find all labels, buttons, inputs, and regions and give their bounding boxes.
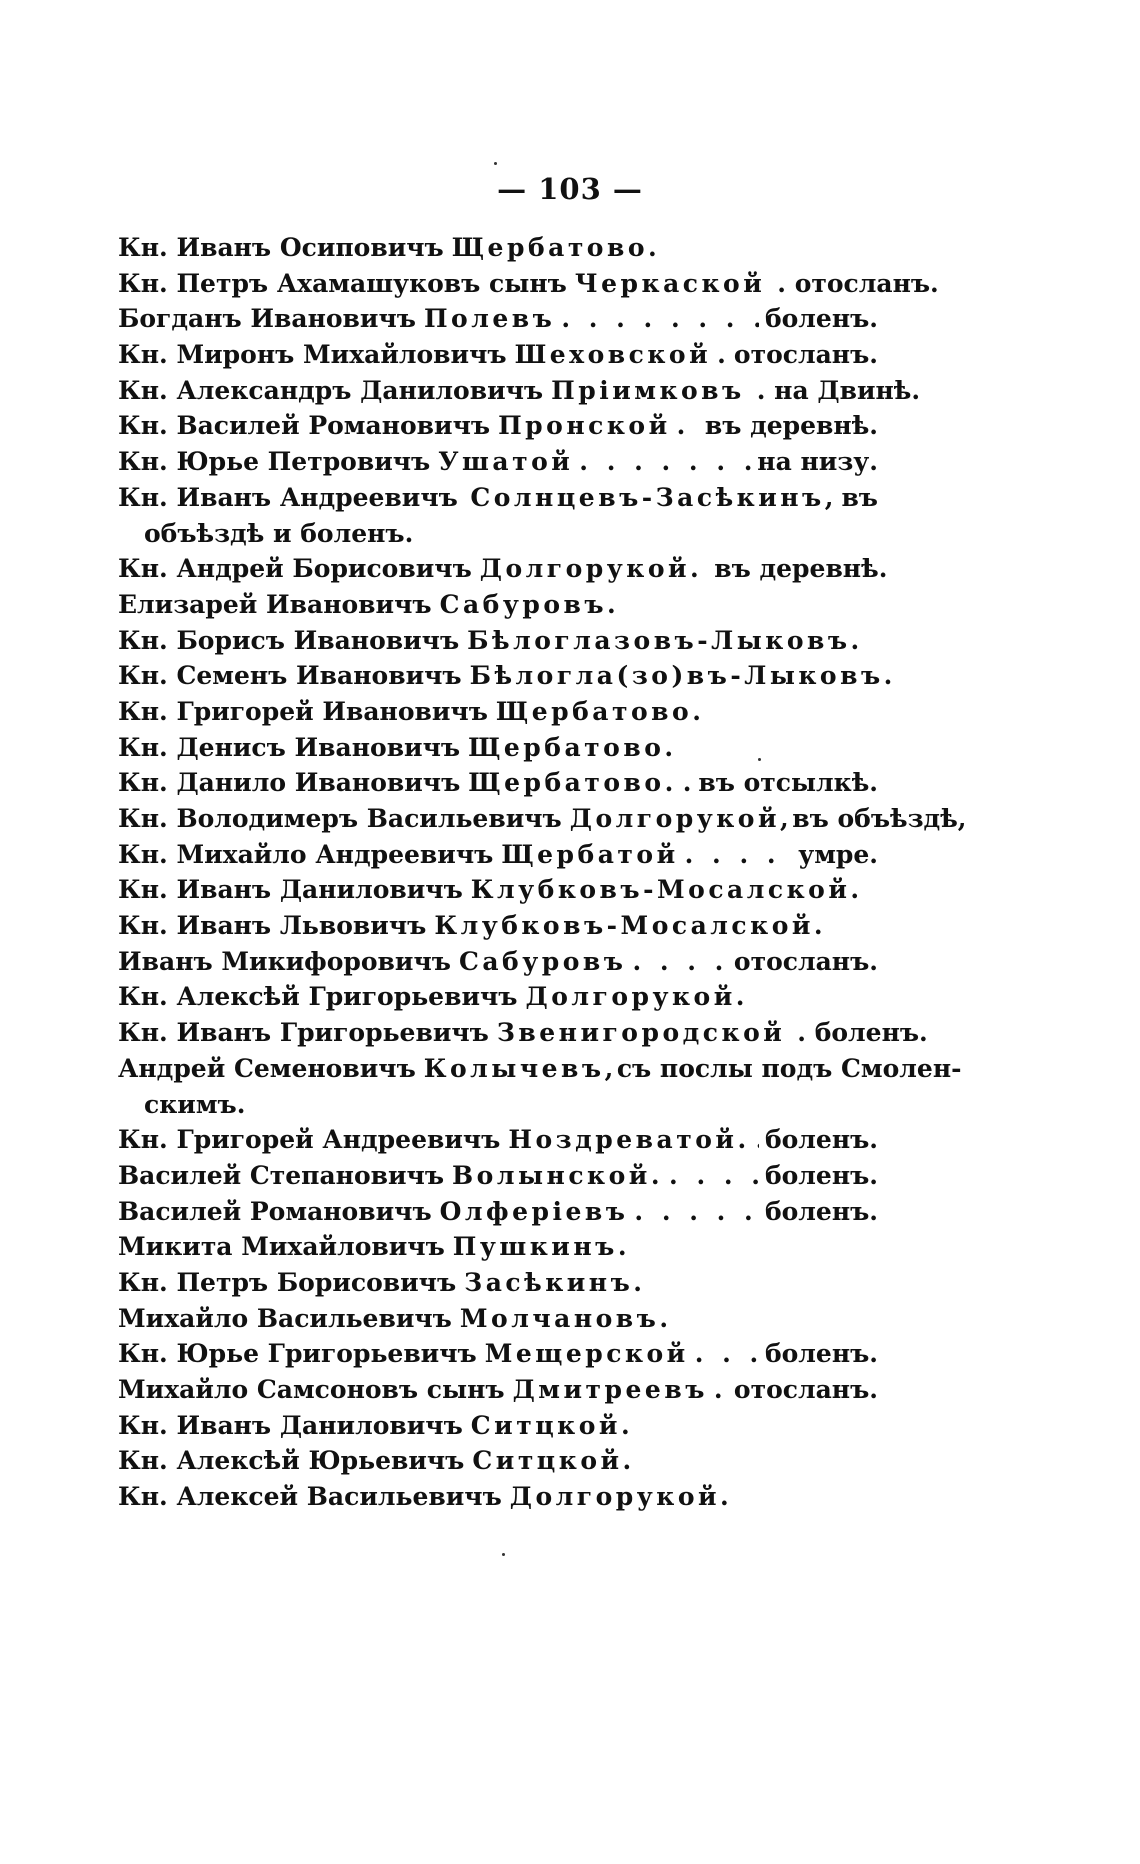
list-line	[118, 408, 878, 444]
person-surname: Бѣлоглазовъ-Лыковъ.	[467, 625, 863, 655]
person-given-names: Кн. Борисъ Ивановичъ	[118, 625, 460, 655]
person-given-names: Кн. Иванъ Осиповичъ	[118, 233, 444, 262]
person-surname: Бѣлогла(зо)въ-Лыковъ.	[469, 661, 896, 691]
person-given-names: Кн. Юрье Петровичъ	[118, 447, 431, 477]
person-surname: Щербатово.	[468, 768, 677, 798]
dot-leader	[632, 944, 727, 980]
status-note: въ объѣздѣ,	[792, 804, 967, 833]
status-note: въ деревнѣ.	[714, 554, 888, 584]
list-line	[118, 872, 878, 908]
person-given-names: Кн. Иванъ Даниловичъ	[118, 875, 463, 905]
person-surname: Дмитреевъ	[512, 1375, 708, 1404]
status-note: боленъ.	[764, 1125, 878, 1155]
person-given-names: Василей Романовичъ	[118, 1196, 432, 1226]
list-line	[118, 1479, 878, 1515]
person-given-names: Елизарей Ивановичъ	[118, 589, 432, 619]
list-line	[118, 801, 967, 837]
print-speck	[758, 758, 761, 761]
status-note: . боленъ.	[797, 1018, 928, 1048]
person-surname: Щербатово.	[468, 732, 677, 762]
person-surname: Долгорукой.	[525, 982, 748, 1012]
person-surname: Ситцкой.	[472, 1446, 635, 1476]
list-line	[118, 765, 878, 801]
person-surname: Молчановъ.	[459, 1303, 672, 1333]
list-line	[118, 551, 888, 587]
person-surname: Щербатой	[501, 839, 679, 869]
status-note: боленъ.	[764, 1196, 878, 1226]
list-line	[118, 1158, 878, 1194]
person-surname: Долгорукой,	[569, 804, 793, 833]
dot-leader	[695, 1336, 759, 1372]
person-given-names: Кн. Григорей Ивановичъ	[118, 696, 488, 726]
dot-leader	[677, 408, 699, 444]
list-line	[118, 694, 878, 730]
list-line	[118, 230, 878, 266]
person-given-names: Михайло Васильевичъ	[118, 1303, 452, 1333]
list-line	[118, 337, 878, 373]
person-given-names: Кн. Юрье Григорьевичъ	[118, 1339, 477, 1369]
status-note: въ	[841, 482, 878, 512]
person-given-names: Кн. Михайло Андреевичъ	[118, 839, 494, 869]
person-surname: Засѣкинъ.	[464, 1267, 646, 1297]
person-surname: Пронской	[498, 411, 671, 441]
person-given-names: Кн. Алексей Васильевичъ	[118, 1482, 502, 1512]
status-note: въ деревнѣ.	[704, 411, 878, 441]
person-given-names: Кн. Семенъ Ивановичъ	[118, 661, 462, 691]
person-surname: Солнцевъ-Засѣкинъ,	[470, 482, 837, 512]
person-given-names: Кн. Данило Ивановичъ	[118, 768, 461, 798]
status-note: боленъ.	[764, 1160, 878, 1190]
person-surname: Ноздреватой.	[508, 1125, 750, 1155]
list-line	[118, 373, 921, 409]
dot-leader	[634, 1194, 759, 1230]
status-note: боленъ.	[764, 1339, 878, 1369]
dot-leader	[561, 301, 759, 337]
person-surname: Сабуровъ.	[439, 589, 620, 619]
person-given-names: Кн. Денисъ Ивановичъ	[118, 732, 461, 762]
list-line	[118, 837, 878, 873]
list-line	[118, 266, 939, 302]
person-surname: Долгорукой.	[479, 554, 703, 584]
status-note: . на Двинѣ.	[756, 375, 921, 405]
person-surname: Сабуровъ	[458, 946, 627, 976]
person-surname: Щербатово.	[451, 233, 661, 262]
person-given-names: Василей Степановичъ	[118, 1160, 445, 1190]
person-given-names: Кн. Иванъ Даниловичъ	[118, 1410, 463, 1440]
person-given-names: Кн. Володимеръ Васильевичъ	[118, 804, 562, 833]
status-note: съ послы подъ Смолен-	[616, 1053, 962, 1083]
person-surname: Прiимковъ	[551, 375, 745, 405]
page-number: — 103 —	[497, 172, 643, 206]
dot-leader	[683, 765, 693, 801]
person-surname: Полевъ	[423, 304, 556, 334]
list-line	[118, 623, 878, 659]
name-list	[118, 230, 967, 1515]
person-surname: Щербатово.	[495, 696, 705, 726]
status-note: боленъ.	[764, 304, 878, 334]
status-note: отосланъ.	[733, 1375, 878, 1404]
person-given-names: Кн. Алексѣй Юрьевичъ	[118, 1446, 465, 1476]
person-given-names: Кн. Иванъ Львовичъ	[118, 911, 427, 941]
dot-leader	[717, 337, 728, 373]
status-note: въ отсылкѣ.	[698, 768, 878, 798]
dot-leader	[756, 1122, 759, 1158]
person-given-names: Кн. Григорей Андреевичъ	[118, 1125, 501, 1155]
person-surname: Колычевъ,	[423, 1053, 617, 1083]
person-given-names: Кн. Миронъ Михайловичъ	[118, 340, 507, 370]
list-line	[118, 1229, 878, 1265]
list-line	[118, 658, 896, 694]
person-surname: Мещерской	[484, 1339, 689, 1369]
person-given-names: Кн. Петръ Ахамашуковъ сынъ	[118, 268, 567, 298]
list-line	[118, 1408, 878, 1444]
list-line	[118, 1015, 928, 1051]
list-line	[118, 480, 878, 516]
person-given-names: скимъ.	[144, 1089, 246, 1119]
person-surname: Пушкинъ.	[452, 1232, 631, 1262]
status-note: на низу.	[757, 447, 878, 477]
list-line	[118, 1301, 878, 1337]
list-line	[118, 1051, 962, 1087]
person-given-names: Андрей Семеновичъ	[118, 1053, 416, 1083]
list-line	[118, 1443, 878, 1479]
person-given-names: объѣздѣ и боленъ.	[144, 518, 414, 548]
list-line	[118, 444, 878, 480]
list-line	[118, 587, 878, 623]
person-given-names: Кн. Иванъ Андреевичъ	[118, 482, 458, 512]
person-surname: Долгорукой.	[509, 1482, 733, 1512]
person-surname: Звенигородской	[496, 1018, 786, 1048]
dot-leader	[669, 1158, 759, 1194]
list-line	[118, 516, 878, 552]
status-note: отосланъ.	[733, 946, 878, 976]
person-surname: Клубковъ-Мосалской.	[434, 911, 827, 941]
person-surname: Клубковъ-Мосалской.	[470, 875, 863, 905]
person-given-names: Михайло Самсоновъ сынъ	[118, 1375, 505, 1404]
list-line	[118, 908, 878, 944]
person-given-names: Кн. Александръ Даниловичъ	[118, 375, 544, 405]
list-line	[118, 730, 878, 766]
person-given-names: Кн. Андрей Борисовичъ	[118, 554, 472, 584]
person-surname: Ситцкой.	[470, 1410, 634, 1440]
list-line	[118, 1194, 878, 1230]
list-line	[118, 979, 878, 1015]
list-line	[118, 301, 878, 337]
dot-leader	[714, 1372, 728, 1408]
person-given-names: Богданъ Ивановичъ	[118, 304, 416, 334]
person-given-names: Микита Михайловичъ	[118, 1232, 445, 1262]
list-line	[118, 944, 878, 980]
print-speck	[494, 162, 497, 165]
person-given-names: Кн. Петръ Борисовичъ	[118, 1267, 457, 1297]
dot-leader	[579, 444, 751, 480]
person-surname: Волынской.	[452, 1160, 664, 1190]
list-line	[118, 1087, 878, 1123]
person-given-names: Кн. Алексѣй Григорьевичъ	[118, 982, 518, 1012]
print-speck	[502, 1553, 505, 1556]
dot-leader	[685, 837, 793, 873]
list-line	[118, 1336, 878, 1372]
person-surname: Ушатой	[438, 447, 574, 477]
list-line	[118, 1372, 878, 1408]
person-given-names: Кн. Иванъ Григорьевичъ	[118, 1018, 489, 1048]
list-line	[118, 1122, 878, 1158]
status-note: умре.	[798, 839, 878, 869]
person-surname: Черкаской	[574, 268, 766, 298]
list-line	[118, 1265, 878, 1301]
person-given-names: Иванъ Микифоровичъ	[118, 946, 451, 976]
person-surname: Шеховской	[514, 340, 712, 370]
status-note: отосланъ.	[733, 340, 878, 370]
person-surname: Олферiевъ	[439, 1196, 629, 1226]
status-note: . отосланъ.	[777, 268, 939, 298]
person-given-names: Кн. Василей Романовичъ	[118, 411, 491, 441]
